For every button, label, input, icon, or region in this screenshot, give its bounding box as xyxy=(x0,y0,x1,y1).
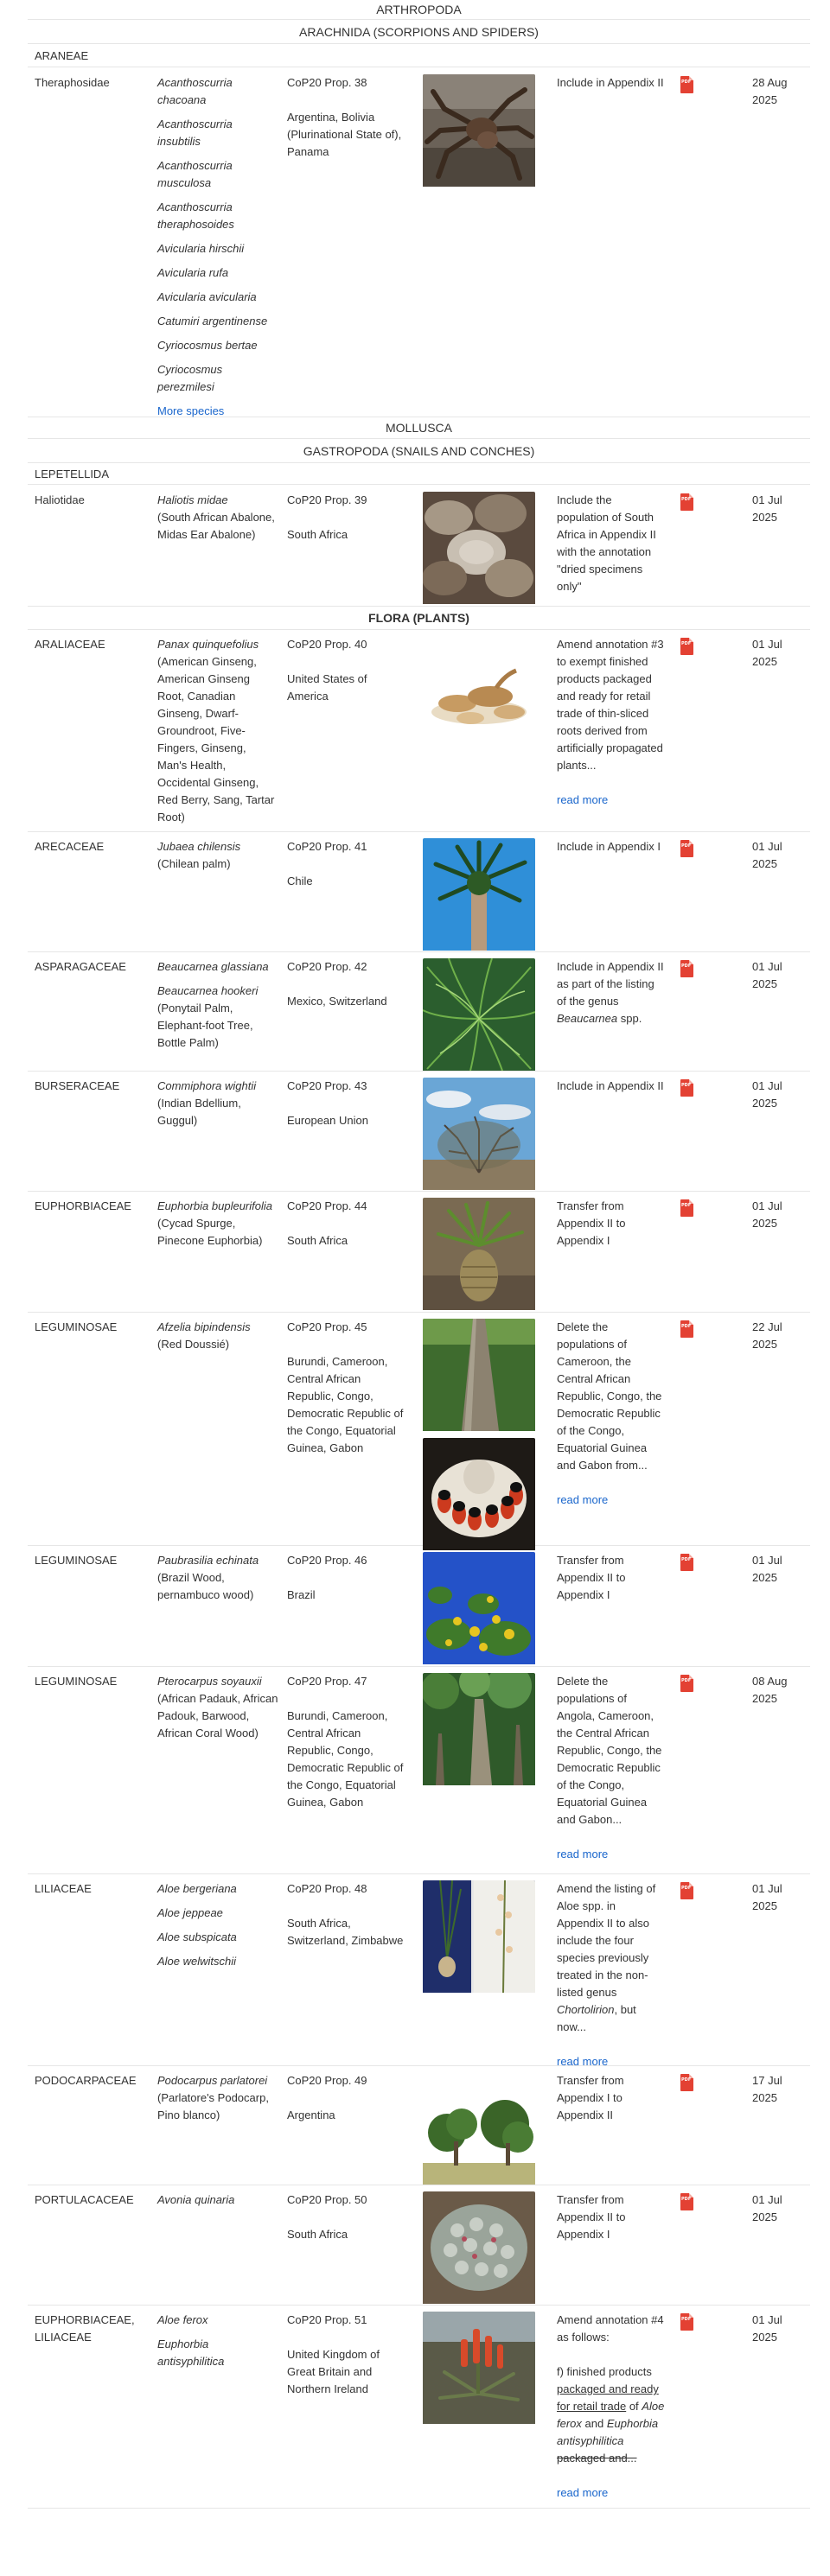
pdf-icon[interactable] xyxy=(680,2313,693,2331)
species-name: Cyriocosmus bertae xyxy=(157,339,258,352)
species-photo-cell xyxy=(423,838,535,956)
proposal-cell-text xyxy=(557,1673,665,1863)
read-more-link[interactable]: read more xyxy=(557,1493,609,1506)
prop-number: CoP20 Prop. 50 xyxy=(287,2193,367,2206)
proponent: South Africa xyxy=(287,2228,348,2241)
proponent: European Union xyxy=(287,1114,368,1127)
species-name: Cyriocosmus perezmilesi xyxy=(157,363,223,393)
proponent: Mexico, Switzerland xyxy=(287,995,387,1008)
proposal-cell xyxy=(287,1078,404,1129)
proposal-text: Transfer from Appendix II to Appendix I xyxy=(557,2193,626,2241)
common-names: (African Padauk, African Padouk, Barwood, African Coral Wood) xyxy=(157,1692,278,1740)
tree-trunk-photo[interactable] xyxy=(423,1319,535,1436)
date-cell: 01 Jul 2025 xyxy=(752,2193,782,2223)
proposal-text-part: spp. xyxy=(617,1012,642,1025)
species-cell xyxy=(157,492,278,544)
tarantula-photo[interactable] xyxy=(423,74,535,192)
family-cell: LEGUMINOSAE xyxy=(35,1320,118,1333)
common-names: (Cycad Spurge, Pinecone Euphorbia) xyxy=(157,1217,263,1247)
date-cell: 01 Jul 2025 xyxy=(752,1079,782,1110)
amendment-text: and xyxy=(581,2417,607,2430)
proposal-cell xyxy=(287,74,404,161)
order-header-lepetellida: LEPETELLIDA xyxy=(28,464,810,485)
species-name: Avonia quinaria xyxy=(157,2193,235,2206)
species-photo-cell xyxy=(423,1198,535,1315)
species-cell xyxy=(157,1319,278,1353)
table-row xyxy=(28,2305,810,2509)
prop-number: CoP20 Prop. 45 xyxy=(287,1320,367,1333)
date-cell: 01 Jul 2025 xyxy=(752,638,782,668)
species-photo-cell xyxy=(423,2072,535,2190)
proposal-cell xyxy=(287,838,404,890)
common-names: (Indian Bdellium, Guggul) xyxy=(157,1097,241,1127)
family-cell: ARECACEAE xyxy=(35,840,105,853)
species-photo-cell xyxy=(423,958,535,1076)
date-cell: 01 Jul 2025 xyxy=(752,1199,782,1230)
pdf-icon[interactable] xyxy=(680,1554,693,1571)
prop-number: CoP20 Prop. 46 xyxy=(287,1554,367,1567)
group-header-flora: FLORA (PLANTS) xyxy=(28,607,810,630)
species-name: Euphorbia antisyphilitica xyxy=(557,2417,659,2447)
table-row xyxy=(28,831,810,952)
prop-number: CoP20 Prop. 43 xyxy=(287,1079,367,1092)
family-cell: LEGUMINOSAE xyxy=(35,1675,118,1688)
ginseng-photo[interactable] xyxy=(423,636,535,754)
pdf-download[interactable] xyxy=(680,1675,698,1692)
species-photo-cell xyxy=(423,1673,535,1790)
species-name: Euphorbia bupleurifolia xyxy=(157,1199,272,1212)
species-name: Aloe welwitschii xyxy=(157,1955,237,1968)
proposal-cell xyxy=(287,1552,404,1604)
proponent: Argentina, Bolivia (Plurinational State of), Panama xyxy=(287,111,402,158)
proponent: United States of America xyxy=(287,672,367,703)
date-cell: 28 Aug 2025 xyxy=(752,76,788,106)
proposal-text-part: , but now... xyxy=(557,2003,636,2033)
proponent: Burundi, Cameroon, Central African Republic, Congo, Democratic Republic of the Congo, Equatorial Guinea, Gabon xyxy=(287,1709,404,1809)
species-name: Podocarpus parlatorei xyxy=(157,2074,268,2087)
family-cell: EUPHORBIACEAE xyxy=(35,1199,131,1212)
species-cell xyxy=(157,2072,278,2124)
proposal-cell xyxy=(287,636,404,705)
proposal-text-part: Include in Appendix II as part of the listing of the genus xyxy=(557,960,664,1008)
pdf-icon[interactable] xyxy=(680,493,693,511)
prop-number: CoP20 Prop. 47 xyxy=(287,1675,367,1688)
read-more-link[interactable]: read more xyxy=(557,793,609,806)
species-name: Commiphora wightii xyxy=(157,1079,257,1092)
pdf-icon[interactable] xyxy=(680,960,693,977)
date-cell: 01 Jul 2025 xyxy=(752,493,782,524)
palm-photo[interactable] xyxy=(423,838,535,956)
common-names: (Parlatore's Podocarp, Pino blanco) xyxy=(157,2091,269,2121)
proposal-cell-text xyxy=(557,1880,665,2070)
proponent: Argentina xyxy=(287,2109,335,2121)
proposal-text: Transfer from Appendix II to Appendix I xyxy=(557,1554,626,1601)
proposal-cell xyxy=(287,1673,404,1811)
species-name: Panax quinquefolius xyxy=(157,638,259,651)
proposal-cell xyxy=(287,1880,404,1949)
group-header-mollusca: MOLLUSCA xyxy=(28,417,810,439)
species-name: Catumiri argentinense xyxy=(157,315,268,328)
species-cell xyxy=(157,2191,278,2209)
species-name: Aloe bergeriana xyxy=(157,1882,237,1895)
pdf-download[interactable] xyxy=(680,1079,698,1097)
species-name: Afzelia bipindensis xyxy=(157,1320,251,1333)
table-row xyxy=(28,1191,810,1313)
species-name: Beaucarnea glassiana xyxy=(157,960,269,973)
pdf-download[interactable] xyxy=(680,493,698,511)
family-cell: BURSERACEAE xyxy=(35,1079,120,1092)
proposal-text xyxy=(557,1880,665,2036)
family-cell: ARALIACEAE xyxy=(35,638,105,651)
class-header-arachnida: ARACHNIDA (SCORPIONS AND SPIDERS) xyxy=(28,21,810,44)
table-row xyxy=(28,1666,810,1874)
prop-number: CoP20 Prop. 38 xyxy=(287,76,367,89)
proposal-cell xyxy=(287,1198,404,1250)
grass-photo[interactable] xyxy=(423,958,535,1076)
species-photo-cell xyxy=(423,1319,535,1555)
species-photo-cell xyxy=(423,1552,535,1670)
species-cell xyxy=(157,1078,278,1129)
proposal-text: Include in Appendix II xyxy=(557,1079,664,1092)
pdf-icon[interactable] xyxy=(680,1882,693,1899)
proposal-cell-text xyxy=(557,2312,665,2502)
prop-number: CoP20 Prop. 41 xyxy=(287,840,367,853)
proposal-text: Include in Appendix II xyxy=(557,76,664,89)
date-cell: 17 Jul 2025 xyxy=(752,2074,782,2104)
pdf-download[interactable] xyxy=(680,960,698,977)
species-name: Acanthoscurria musculosa xyxy=(157,159,233,189)
table-row xyxy=(28,1545,810,1667)
proposal-cell-text xyxy=(557,636,665,809)
proponent: Burundi, Cameroon, Central African Republic, Congo, Democratic Republic of the Congo, Equatorial Guinea, Gabon xyxy=(287,1355,404,1454)
family-cell: LEGUMINOSAE xyxy=(35,1554,118,1567)
pdf-icon[interactable] xyxy=(680,1320,693,1338)
pdf-icon[interactable] xyxy=(680,840,693,857)
proposal-text: Transfer from Appendix II to Appendix I xyxy=(557,1199,626,1247)
succulent-photo[interactable] xyxy=(423,2191,535,2309)
aloe-ferox-photo[interactable] xyxy=(423,2312,535,2429)
pdf-icon[interactable] xyxy=(680,2193,693,2210)
species-cell xyxy=(157,1880,278,1977)
prop-number: CoP20 Prop. 42 xyxy=(287,960,367,973)
proponent: South Africa xyxy=(287,528,348,541)
amendment-deletion: packaged and... xyxy=(557,2452,637,2465)
date-cell: 22 Jul 2025 xyxy=(752,1320,782,1351)
proposal-text-part: Amend the listing of Aloe spp. in Appendix II to also include the four species previously treated in the non-listed genus xyxy=(557,1882,656,1999)
proponent: South Africa, Switzerland, Zimbabwe xyxy=(287,1917,404,1947)
pdf-download[interactable] xyxy=(680,840,698,857)
date-cell: 01 Jul 2025 xyxy=(752,1554,782,1584)
species-cell xyxy=(157,958,278,1052)
genus-name: Beaucarnea xyxy=(557,1012,618,1025)
species-cell xyxy=(157,74,278,420)
family-cell: Haliotidae xyxy=(35,493,85,506)
read-more-link[interactable]: read more xyxy=(557,1848,609,1860)
pdf-download[interactable] xyxy=(680,2313,698,2331)
date-cell: 01 Jul 2025 xyxy=(752,960,782,990)
pdf-icon[interactable] xyxy=(680,2074,693,2091)
species-photo-cell xyxy=(423,1880,535,1998)
proposal-cell xyxy=(287,1319,404,1457)
species-name: Avicularia rufa xyxy=(157,266,229,279)
common-names: (South African Abalone, Midas Ear Abalone) xyxy=(157,511,275,541)
abalone-photo[interactable] xyxy=(423,492,535,609)
species-name: Acanthoscurria insubtilis xyxy=(157,118,233,148)
proposal-cell xyxy=(287,2312,404,2398)
order-header-araneae: ARANEAE xyxy=(28,45,810,67)
pdf-icon[interactable] xyxy=(680,1675,693,1692)
species-cell xyxy=(157,1673,278,1742)
proposal-text: Delete the populations of Cameroon, the Central African Republic, Congo, the Democratic Republic of the Congo, Equatorial Guinea and Gabon from... xyxy=(557,1320,662,1472)
species-photo-cell xyxy=(423,492,535,609)
family-cell: LILIACEAE xyxy=(35,1882,92,1895)
species-photo-cell xyxy=(423,2191,535,2309)
read-more-link[interactable]: read more xyxy=(557,2486,609,2499)
species-name: Haliotis midae xyxy=(157,493,228,506)
pdf-download[interactable] xyxy=(680,1199,698,1217)
table-row xyxy=(28,1312,810,1546)
family-cell: PODOCARPACEAE xyxy=(35,2074,137,2087)
table-row xyxy=(28,1071,810,1192)
proposal-cell xyxy=(287,2191,404,2243)
species-cell xyxy=(157,1198,278,1250)
date-cell: 01 Jul 2025 xyxy=(752,2313,782,2344)
proponent: Brazil xyxy=(287,1588,316,1601)
proposal-text: Amend annotation #3 to exempt finished products packaged and ready for retail trade of thin-sliced roots derived from artificially propagated plants... xyxy=(557,638,664,772)
species-name: Avicularia avicularia xyxy=(157,290,257,303)
species-name: Aloe ferox xyxy=(557,2400,665,2430)
species-photo-cell xyxy=(423,1078,535,1195)
table-row xyxy=(28,951,810,1072)
proposal-cell xyxy=(287,958,404,1010)
species-name: Avicularia hirschii xyxy=(157,242,245,255)
family-cell: EUPHORBIACEAE, LILIACEAE xyxy=(35,2313,135,2344)
read-more-link[interactable]: read more xyxy=(557,2055,609,2068)
table-row xyxy=(28,2065,810,2185)
species-cell xyxy=(157,636,278,826)
amendment-text: f) finished products xyxy=(557,2365,652,2378)
common-names: (Red Doussié) xyxy=(157,1338,230,1351)
proposal-text: Include the population of South Africa in Appendix II with the annotation "dried specimens only" xyxy=(557,493,656,593)
paubrasilia-photo[interactable] xyxy=(423,1552,535,1670)
proposal-cell xyxy=(287,492,404,544)
seed-pod-photo[interactable] xyxy=(423,1438,535,1555)
forest-photo[interactable] xyxy=(423,1673,535,1790)
pdf-download[interactable] xyxy=(680,76,698,93)
proposal-text xyxy=(557,958,665,1027)
prop-number: CoP20 Prop. 48 xyxy=(287,1882,367,1895)
species-photo-cell xyxy=(423,2312,535,2429)
amendment-text: of xyxy=(626,2400,642,2413)
table-row xyxy=(28,629,810,832)
family-cell: ASPARAGACEAE xyxy=(35,960,126,973)
species-name: Pterocarpus soyauxii xyxy=(157,1675,262,1688)
species-name: Beaucarnea hookeri xyxy=(157,984,259,997)
prop-number: CoP20 Prop. 49 xyxy=(287,2074,367,2087)
family-cell: Theraphosidae xyxy=(35,76,110,89)
proposal-cell xyxy=(287,2072,404,2124)
species-name: Aloe ferox xyxy=(157,2313,208,2326)
family-cell: PORTULACACEAE xyxy=(35,2193,134,2206)
proposal-intro: Amend annotation #4 as follows: xyxy=(557,2313,664,2344)
species-name: Acanthoscurria chacoana xyxy=(157,76,233,106)
proponent: South Africa xyxy=(287,1234,348,1247)
common-names: (Chilean palm) xyxy=(157,857,231,870)
species-cell xyxy=(157,2312,278,2377)
date-cell: 08 Aug 2025 xyxy=(752,1675,788,1705)
aloe-bulb-photo[interactable] xyxy=(423,1880,535,1998)
species-cell xyxy=(157,1552,278,1604)
amendment-insertion: packaged and ready for retail trade xyxy=(557,2382,659,2413)
prop-number: CoP20 Prop. 44 xyxy=(287,1199,367,1212)
pdf-download[interactable] xyxy=(680,638,698,655)
proposal-cell-text xyxy=(557,1319,665,1509)
pdf-download[interactable] xyxy=(680,1320,698,1338)
pdf-icon[interactable] xyxy=(680,1199,693,1217)
species-name: Acanthoscurria theraphosoides xyxy=(157,200,234,231)
proponent: United Kingdom of Great Britain and Northern Ireland xyxy=(287,2348,380,2395)
species-name: Aloe subspicata xyxy=(157,1930,237,1943)
pdf-icon[interactable] xyxy=(680,76,693,93)
shrub-photo[interactable] xyxy=(423,1078,535,1195)
pdf-download[interactable] xyxy=(680,1882,698,1899)
common-names: (Ponytail Palm, Elephant-foot Tree, Bottle Palm) xyxy=(157,1002,253,1049)
prop-number: CoP20 Prop. 51 xyxy=(287,2313,367,2326)
species-cell xyxy=(157,838,278,873)
proposal-text: Delete the populations of Angola, Cameroon, the Central African Republic, Congo, the Democratic Republic of the Congo, Equatorial Guinea and Gabon... xyxy=(557,1675,662,1826)
table-row xyxy=(28,2185,810,2306)
prop-number: CoP20 Prop. 39 xyxy=(287,493,367,506)
pdf-download[interactable] xyxy=(680,1554,698,1571)
proposal-text: Transfer from Appendix I to Appendix II xyxy=(557,2074,624,2121)
table-row xyxy=(28,1873,810,2066)
species-photo-cell xyxy=(423,636,535,754)
genus-name: Chortolirion xyxy=(557,2003,615,2016)
pdf-download[interactable] xyxy=(680,2074,698,2091)
species-photo-cell xyxy=(423,74,535,192)
proposal-amendment xyxy=(557,2363,665,2467)
pdf-download[interactable] xyxy=(680,2193,698,2210)
proponent: Chile xyxy=(287,875,313,887)
prop-number: CoP20 Prop. 40 xyxy=(287,638,367,651)
more-species-link[interactable]: More species xyxy=(157,404,225,417)
table-row xyxy=(28,485,810,607)
date-cell: 01 Jul 2025 xyxy=(752,840,782,870)
date-cell: 01 Jul 2025 xyxy=(752,1882,782,1912)
species-name: Jubaea chilensis xyxy=(157,840,241,853)
species-name: Aloe jeppeae xyxy=(157,1906,223,1919)
group-header-arthropoda: ARTHROPODA xyxy=(28,0,810,20)
pdf-icon[interactable] xyxy=(680,638,693,655)
species-name: Euphorbia antisyphilitica xyxy=(157,2337,225,2368)
common-names: (Brazil Wood, pernambuco wood) xyxy=(157,1571,254,1601)
species-name: Paubrasilia echinata xyxy=(157,1554,259,1567)
class-header-gastropoda: GASTROPODA (SNAILS AND CONCHES) xyxy=(28,440,810,463)
proposal-text: Include in Appendix I xyxy=(557,840,661,853)
common-names: (American Ginseng, American Ginseng Root, Canadian Ginseng, Dwarf-Groundroot, Five-Fingers, Ginseng, Man's Health, Occidental Ginseng, Red Berry, Sang, Tartar Root) xyxy=(157,655,275,824)
pdf-icon[interactable] xyxy=(680,1079,693,1097)
podocarpus-photo[interactable] xyxy=(423,2072,535,2190)
euphorbia-photo[interactable] xyxy=(423,1198,535,1315)
table-row xyxy=(28,67,810,417)
